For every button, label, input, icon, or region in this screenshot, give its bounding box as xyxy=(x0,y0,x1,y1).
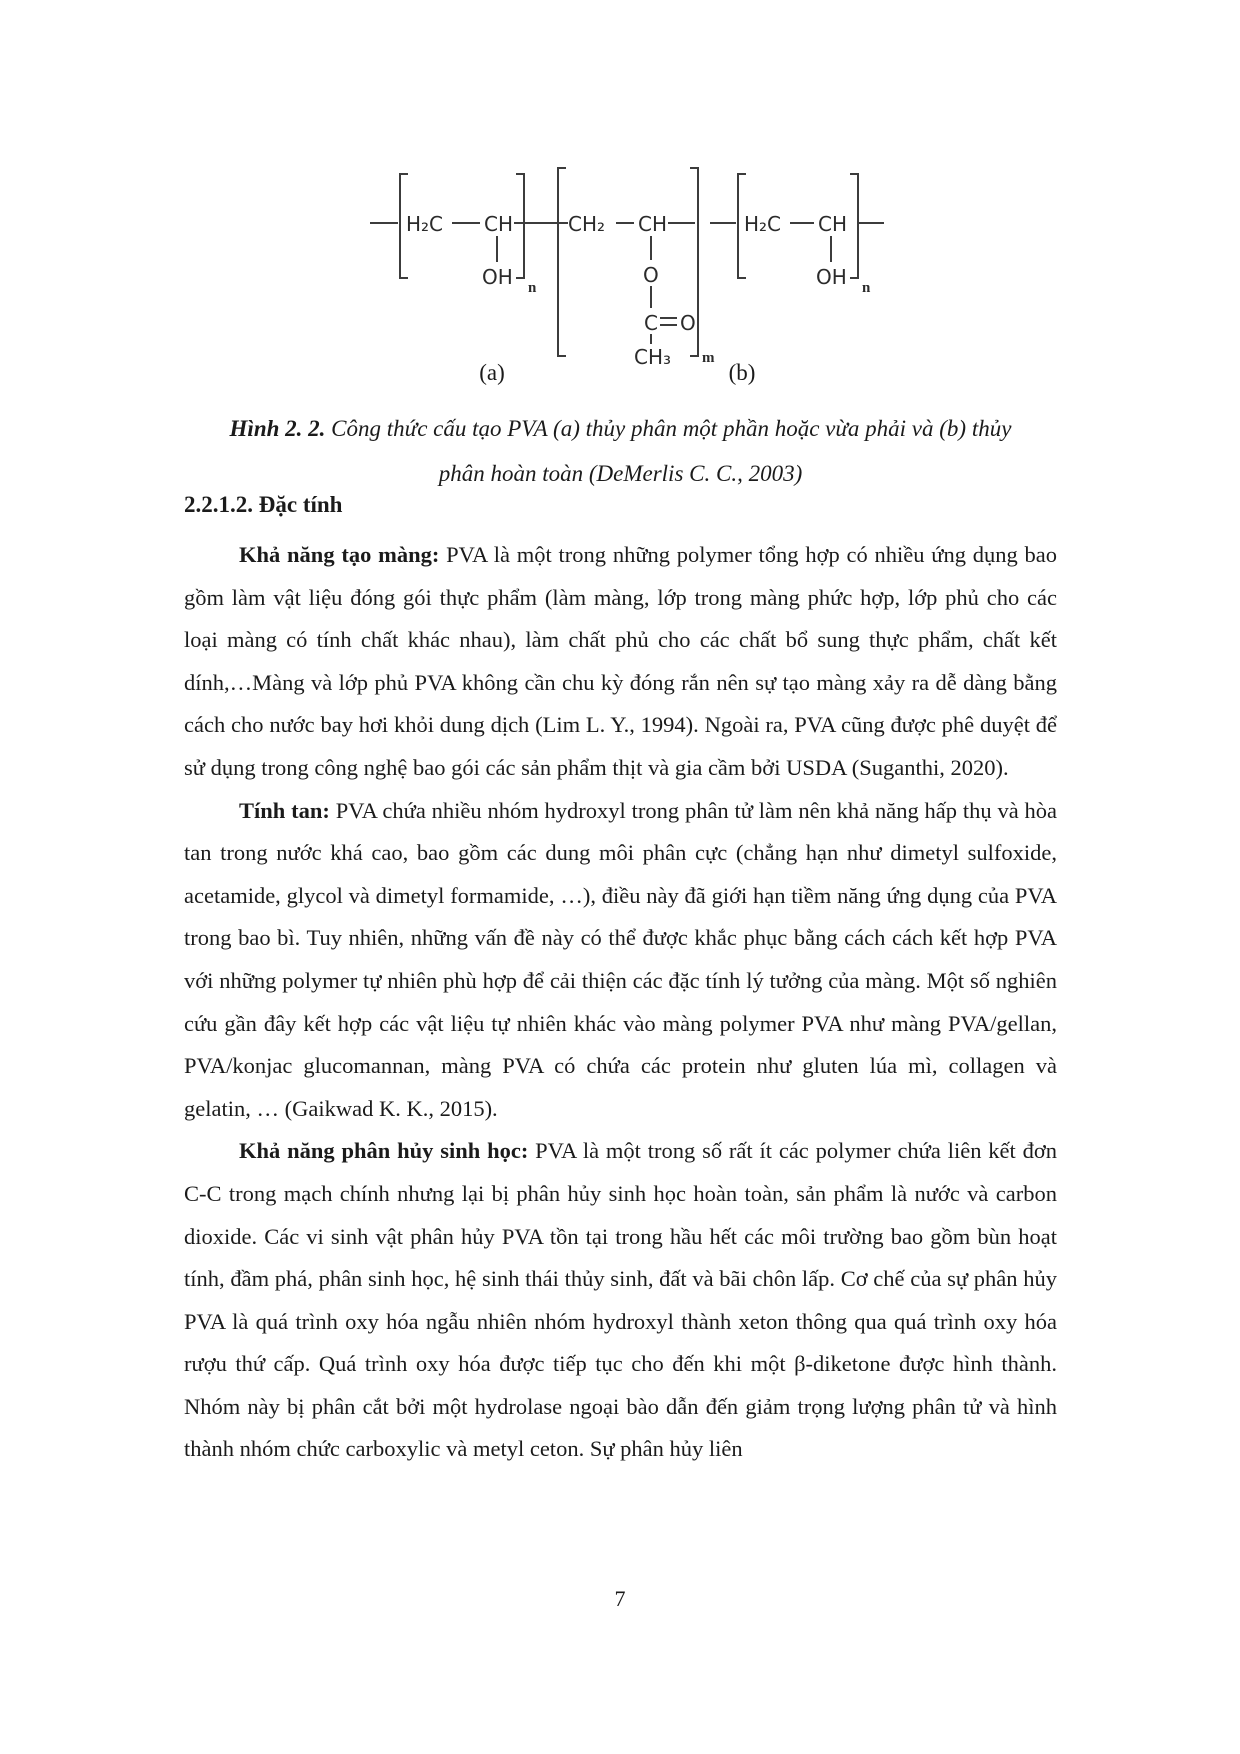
bracket-close xyxy=(850,174,858,278)
formula-c: C xyxy=(644,311,658,335)
figure-caption-number: Hình 2. 2. xyxy=(229,416,326,441)
figure-caption-text-line2: phân hoàn toàn (DeMerlis C. C., 2003) xyxy=(438,461,803,486)
pva-structure-figure xyxy=(368,156,933,371)
bracket-close xyxy=(516,174,524,278)
section-heading: 2.2.1.2. Đặc tính xyxy=(184,492,343,517)
figure-label-b: (b) xyxy=(728,360,756,385)
formula-ch: CH xyxy=(818,212,848,236)
figure-caption xyxy=(184,406,1057,496)
formula-ch: CH xyxy=(638,212,668,236)
formula-o: O xyxy=(680,311,696,335)
page-number: 7 xyxy=(614,1586,626,1611)
formula-o: O xyxy=(643,263,659,287)
formula-h2c: H₂C xyxy=(744,212,782,236)
paragraph-solubility xyxy=(184,790,1057,1131)
paragraph-lead: Khả năng phân hủy sinh học: xyxy=(239,1138,529,1164)
paragraph-lead: Tính tan: xyxy=(239,797,330,823)
repeat-index-n: n xyxy=(528,280,537,296)
paragraph-text: PVA chứa nhiều nhóm hydroxyl trong phân tử làm nên khả năng hấp thụ và hòa tan trong nước khá cao, bao gồm các dung môi phân cực (chẳng hạn như dimetyl sulfoxide, acetamide, glycol và dimetyl formamide, …), điều này đã giới hạn tiềm năng ứng dụng của PVA trong bao bì. Tuy nhiên, những vấn đề này có thể được khắc phục bằng cách cách kết hợp PVA với những polymer tự nhiên phù hợp để cải thiện các đặc tính lý tưởng của màng. Một số nghiên cứu gần đây kết hợp các vật liệu tự nhiên khác vào màng polymer PVA như màng PVA/gellan, PVA/konjac glucomannan, màng PVA có chứa các protein như gluten lúa mì, collagen và gelatin, … (Gaikwad K. K., 2015). xyxy=(184,797,1057,1121)
paragraph-film-forming xyxy=(184,534,1057,790)
paragraph-text: PVA là một trong số rất ít các polymer chứa liên kết đơn C-C trong mạch chính nhưng lại bị phân hủy sinh học hoàn toàn, sản phẩm là nước và carbon dioxide. Các vi sinh vật phân hủy PVA tồn tại trong hầu hết các môi trường bao gồm bùn hoạt tính, đầm phá, phân sinh học, hệ sinh thái thủy sinh, đất và bãi chôn lấp. Cơ chế của sự phân hủy PVA là quá trình oxy hóa ngẫu nhiên nhóm hydroxyl thành xeton thông qua quá trình oxy hóa rượu thứ cấp. Quá trình oxy hóa được tiếp tục cho đến khi một β-diketone được hình thành. Nhóm này bị phân cắt bởi một hydrolase ngoại bào dẫn đến giảm trọng lượng phân tử và hình thành nhóm chức carboxylic và metyl ceton. Sự phân hủy liên xyxy=(184,1138,1057,1462)
repeat-index-m: m xyxy=(702,350,715,366)
figure-caption-text-line1: Công thức cấu tạo PVA (a) thủy phân một phần hoặc vừa phải và (b) thủy xyxy=(325,416,1012,441)
formula-h2c: H₂C xyxy=(406,212,444,236)
paragraph-biodegradability xyxy=(184,1130,1057,1471)
paragraph-lead: Khả năng tạo màng: xyxy=(239,542,440,567)
body-text xyxy=(184,534,1057,1471)
formula-ch: CH xyxy=(484,212,514,236)
figure-label-a: (a) xyxy=(479,360,505,385)
formula-ch2: CH₂ xyxy=(568,212,606,236)
repeat-index-n: n xyxy=(862,280,871,296)
paragraph-text: PVA là một trong những polymer tổng hợp có nhiều ứng dụng bao gồm làm vật liệu đóng gói thực phẩm (làm màng, lớp trong màng phức hợp, lớp phủ cho các loại màng có tính chất khác nhau), làm chất phủ cho các chất bổ sung thực phẩm, chất kết dính,…Màng và lớp phủ PVA không cần chu kỳ đóng rắn nên sự tạo màng xảy ra dễ dàng bằng cách cho nước bay hơi khỏi dung dịch (Lim L. Y., 1994). Ngoài ra, PVA cũng được phê duyệt để sử dụng trong công nghệ bao gói các sản phẩm thịt và gia cầm bởi USDA (Suganthi, 2020). xyxy=(184,542,1057,780)
formula-oh: OH xyxy=(482,265,513,289)
formula-oh: OH xyxy=(816,265,847,289)
bracket-open xyxy=(558,168,566,356)
formula-ch3: CH₃ xyxy=(634,345,672,369)
